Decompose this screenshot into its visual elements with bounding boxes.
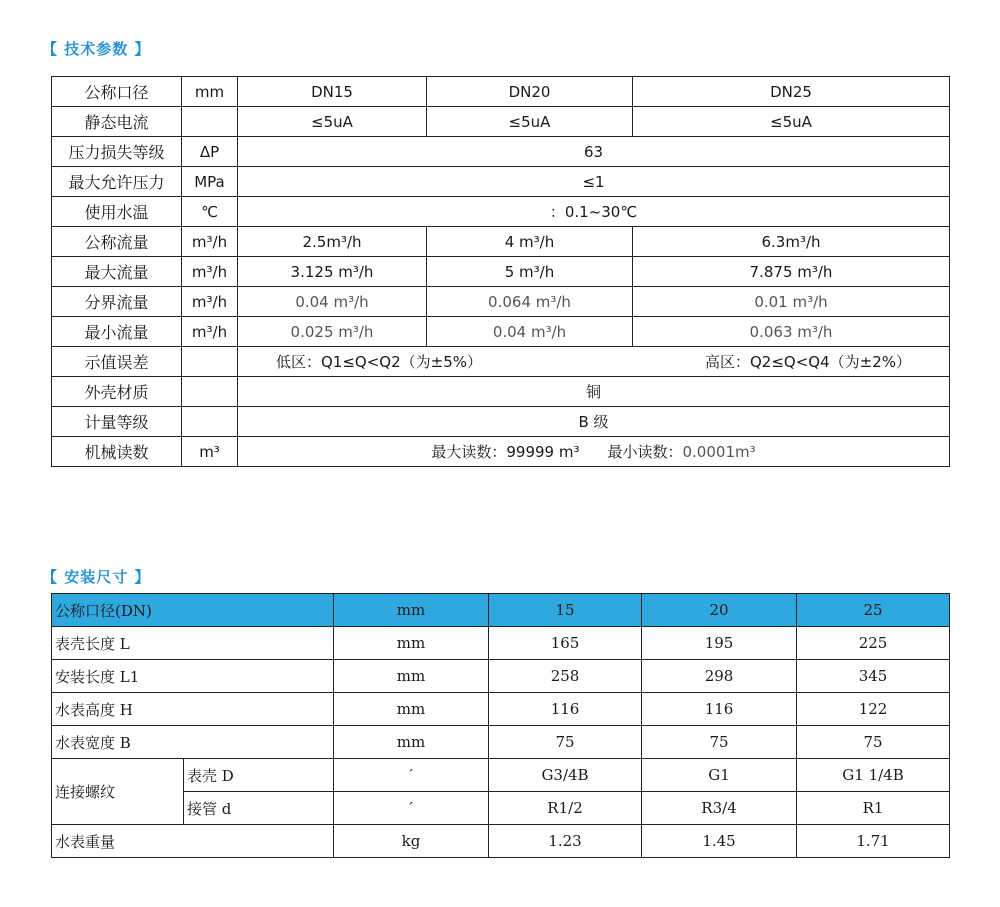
value-cell-dn25: 6.3m³/h <box>633 227 950 257</box>
table-row <box>52 792 950 825</box>
value-cell-20: 116 <box>642 693 797 726</box>
value-cell-dn25: 0.01 m³/h <box>633 287 950 317</box>
value-cell-25: R1 <box>797 792 950 825</box>
row-label: 水表宽度 B <box>52 726 334 759</box>
table-row <box>52 377 950 407</box>
value-cell-error <box>238 347 950 377</box>
value-cell-dn15: 3.125 m³/h <box>238 257 427 287</box>
value-cell-dn15: ≤5uA <box>238 107 427 137</box>
header-label: 公称口径(DN) <box>52 594 334 627</box>
table-row <box>52 317 950 347</box>
unit-cell: mm <box>334 627 489 660</box>
value-cell-dn25: ≤5uA <box>633 107 950 137</box>
row-label: 最大允许压力 <box>52 167 182 197</box>
install-dimensions-table <box>51 593 950 858</box>
value-cell-20: 1.45 <box>642 825 797 858</box>
value-cell-25: G1 1/4B <box>797 759 950 792</box>
value-cell-15: R1/2 <box>489 792 642 825</box>
value-cell-20: 75 <box>642 726 797 759</box>
value-cell-25: 25 <box>797 594 950 627</box>
section-title-install-dims: 【 安装尺寸 】 <box>42 568 151 586</box>
value-cell-dn15: DN15 <box>238 77 427 107</box>
value-cell-25: 225 <box>797 627 950 660</box>
unit-cell: ′ <box>334 792 489 825</box>
row-label: 公称口径 <box>52 77 182 107</box>
table-row <box>52 167 950 197</box>
table-row <box>52 825 950 858</box>
value-cell-dn25: 7.875 m³/h <box>633 257 950 287</box>
table-row <box>52 227 950 257</box>
row-unit: MPa <box>182 167 238 197</box>
row-label: 使用水温 <box>52 197 182 227</box>
table-row <box>52 197 950 227</box>
min-reading-value: 0.0001m³ <box>682 443 756 461</box>
row-label: 静态电流 <box>52 107 182 137</box>
table-row <box>52 287 950 317</box>
thread-sub-label: 接管 d <box>184 792 334 825</box>
value-cell-15: 165 <box>489 627 642 660</box>
table-row <box>52 759 950 792</box>
thread-label: 连接螺纹 <box>52 759 184 825</box>
value-cell-25: 345 <box>797 660 950 693</box>
value-cell-20: 20 <box>642 594 797 627</box>
row-label: 安装长度 L1 <box>52 660 334 693</box>
row-label: 最小流量 <box>52 317 182 347</box>
row-unit: m³/h <box>182 317 238 347</box>
row-label: 示值误差 <box>52 347 182 377</box>
min-reading-label: 最小读数： <box>607 443 683 461</box>
value-cell-20: R3/4 <box>642 792 797 825</box>
unit-cell: mm <box>334 726 489 759</box>
value-cell-dn20: DN20 <box>427 77 633 107</box>
table-row <box>52 693 950 726</box>
row-label: 最大流量 <box>52 257 182 287</box>
value-cell-reading <box>238 437 950 467</box>
value-cell-25: 122 <box>797 693 950 726</box>
row-unit: ΔP <box>182 137 238 167</box>
value-cell-20: G1 <box>642 759 797 792</box>
value-cell-dn15: 0.025 m³/h <box>238 317 427 347</box>
section-title-tech-params: 【 技术参数 】 <box>42 40 151 58</box>
table-row <box>52 627 950 660</box>
value-cell-25: 75 <box>797 726 950 759</box>
row-unit: m³/h <box>182 257 238 287</box>
value-cell-25: 1.71 <box>797 825 950 858</box>
value-cell-dn20: 0.04 m³/h <box>427 317 633 347</box>
row-unit: m³/h <box>182 227 238 257</box>
value-cell-20: 298 <box>642 660 797 693</box>
row-label: 水表重量 <box>52 825 334 858</box>
row-unit: ℃ <box>182 197 238 227</box>
max-reading: 最大读数：99999 m³ <box>431 443 580 461</box>
row-unit: m³/h <box>182 287 238 317</box>
table-row <box>52 726 950 759</box>
value-cell-merged: 铜 <box>238 377 950 407</box>
error-high-zone: 高区：Q2≤Q<Q4（为±2%） <box>704 353 911 371</box>
row-label: 外壳材质 <box>52 377 182 407</box>
unit-cell: kg <box>334 825 489 858</box>
table-row <box>52 107 950 137</box>
row-label: 水表高度 H <box>52 693 334 726</box>
value-cell-15: G3/4B <box>489 759 642 792</box>
tech-params-table <box>51 76 950 467</box>
table-row <box>52 437 950 467</box>
value-cell-15: 15 <box>489 594 642 627</box>
value-cell-dn15: 0.04 m³/h <box>238 287 427 317</box>
value-cell-merged: B 级 <box>238 407 950 437</box>
value-cell-dn20: 5 m³/h <box>427 257 633 287</box>
value-cell-dn20: ≤5uA <box>427 107 633 137</box>
value-cell-dn20: 4 m³/h <box>427 227 633 257</box>
value-cell-20: 195 <box>642 627 797 660</box>
value-cell-merged: 63 <box>238 137 950 167</box>
row-label: 计量等级 <box>52 407 182 437</box>
unit-cell: mm <box>334 660 489 693</box>
row-unit <box>182 407 238 437</box>
unit-cell: mm <box>334 594 489 627</box>
value-cell-dn25: 0.063 m³/h <box>633 317 950 347</box>
row-label: 压力损失等级 <box>52 137 182 167</box>
row-unit: mm <box>182 77 238 107</box>
value-cell-15: 75 <box>489 726 642 759</box>
value-cell-15: 1.23 <box>489 825 642 858</box>
value-cell-15: 258 <box>489 660 642 693</box>
table-row <box>52 137 950 167</box>
row-label: 机械读数 <box>52 437 182 467</box>
unit-cell: ′ <box>334 759 489 792</box>
value-cell-15: 116 <box>489 693 642 726</box>
unit-cell: mm <box>334 693 489 726</box>
error-low-zone: 低区：Q1≤Q<Q2（为±5%） <box>276 353 483 371</box>
thread-sub-label: 表壳 D <box>184 759 334 792</box>
table-row <box>52 77 950 107</box>
value-cell-merged: ：0.1~30℃ <box>238 197 950 227</box>
table-row <box>52 257 950 287</box>
row-unit: m³ <box>182 437 238 467</box>
value-cell-dn15: 2.5m³/h <box>238 227 427 257</box>
row-label: 公称流量 <box>52 227 182 257</box>
table-header-row <box>52 594 950 627</box>
row-label: 表壳长度 L <box>52 627 334 660</box>
row-unit <box>182 377 238 407</box>
value-cell-dn25: DN25 <box>633 77 950 107</box>
table-row <box>52 347 950 377</box>
row-unit <box>182 107 238 137</box>
table-row <box>52 407 950 437</box>
value-cell-merged: ≤1 <box>238 167 950 197</box>
row-unit <box>182 347 238 377</box>
table-row <box>52 660 950 693</box>
value-cell-dn20: 0.064 m³/h <box>427 287 633 317</box>
row-label: 分界流量 <box>52 287 182 317</box>
